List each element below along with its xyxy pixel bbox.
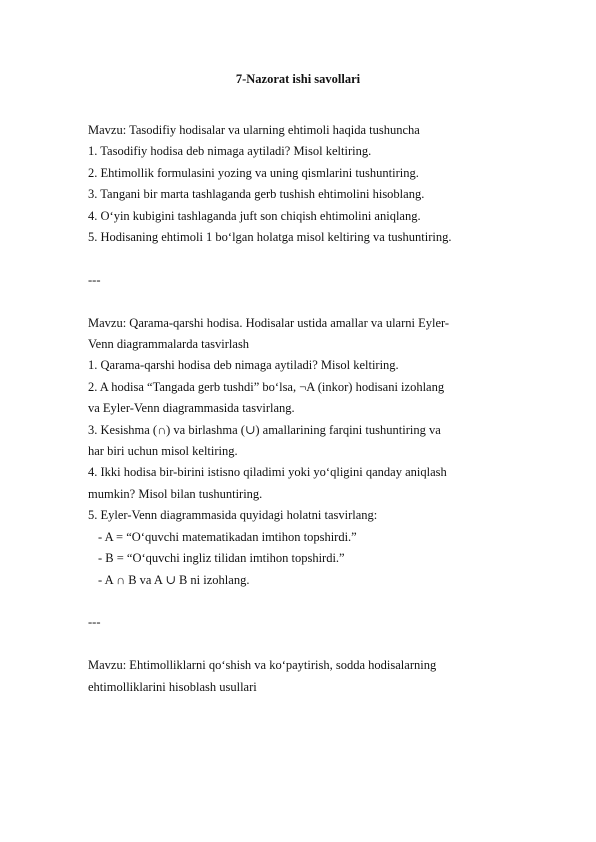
question-2-4: 4. Ikki hodisa bir-birini istisno qiladimi yoki yo‘qligini qanday aniqlash [88, 465, 447, 480]
question-1-3: 3. Tangani bir marta tashlaganda gerb tushish ehtimolini hisoblang. [88, 187, 425, 202]
section-separator-1: --- [88, 272, 101, 287]
page-title: 7-Nazorat ishi savollari [235, 72, 361, 86]
question-1-4: 4. O‘yin kubigini tashlaganda juft son chiqish ehtimolini aniqlang. [88, 208, 421, 223]
sub-item-a: - A = “O‘quvchi matematikadan imtihon topshirdi.” [98, 529, 357, 544]
question-2-4-cont: mumkin? Misol bilan tushuntiring. [88, 486, 263, 501]
question-2-3-cont: har biri uchun misol keltiring. [88, 444, 238, 459]
sub-item-b: - B = “O‘quvchi ingliz tilidan imtihon topshirdi.” [98, 551, 345, 566]
question-2-1: 1. Qarama-qarshi hodisa deb nimaga aytiladi? Misol keltiring. [88, 358, 399, 373]
topic-heading-2-line2: Venn diagrammalarda tasvirlash [88, 337, 250, 352]
spacer [88, 634, 508, 655]
question-1-2: 2. Ehtimollik formulasini yozing va uning qismlarini tushuntiring. [88, 165, 419, 180]
topic-heading-3-line2: ehtimolliklarini hisoblash usullari [88, 679, 257, 694]
sub-item-ab: - A ∩ B va A ∪ B ni izohlang. [98, 572, 250, 587]
document-body [88, 120, 508, 698]
question-1-5: 5. Hodisaning ehtimoli 1 bo‘lgan holatga misol keltiring va tushuntiring. [88, 230, 452, 245]
topic-heading-3-line1: Mavzu: Ehtimolliklarni qo‘shish va ko‘paytirish, sodda hodisalarning [88, 658, 437, 673]
spacer [88, 291, 508, 312]
question-2-2-cont: va Eyler-Venn diagrammasida tasvirlang. [88, 401, 295, 416]
question-1-1: 1. Tasodifiy hodisa deb nimaga aytiladi? Misol keltiring. [88, 144, 372, 159]
spacer [88, 248, 508, 269]
question-2-5: 5. Eyler-Venn diagrammasida quyidagi holatni tasvirlang: [88, 508, 378, 523]
topic-heading-2-line1: Mavzu: Qarama-qarshi hodisa. Hodisalar ustida amallar va ularni Eyler- [88, 315, 450, 330]
section-separator-2: --- [88, 615, 101, 630]
question-2-3: 3. Kesishma (∩) va birlashma (∪) amallarining farqini tushuntiring va [88, 422, 441, 437]
question-2-2: 2. A hodisa “Tangada gerb tushdi” bo‘lsa, ¬A (inkor) hodisani izohlang [88, 379, 445, 394]
spacer [88, 591, 508, 612]
topic-heading-1: Mavzu: Tasodifiy hodisalar va ularning ehtimoli haqida tushuncha [88, 123, 420, 137]
